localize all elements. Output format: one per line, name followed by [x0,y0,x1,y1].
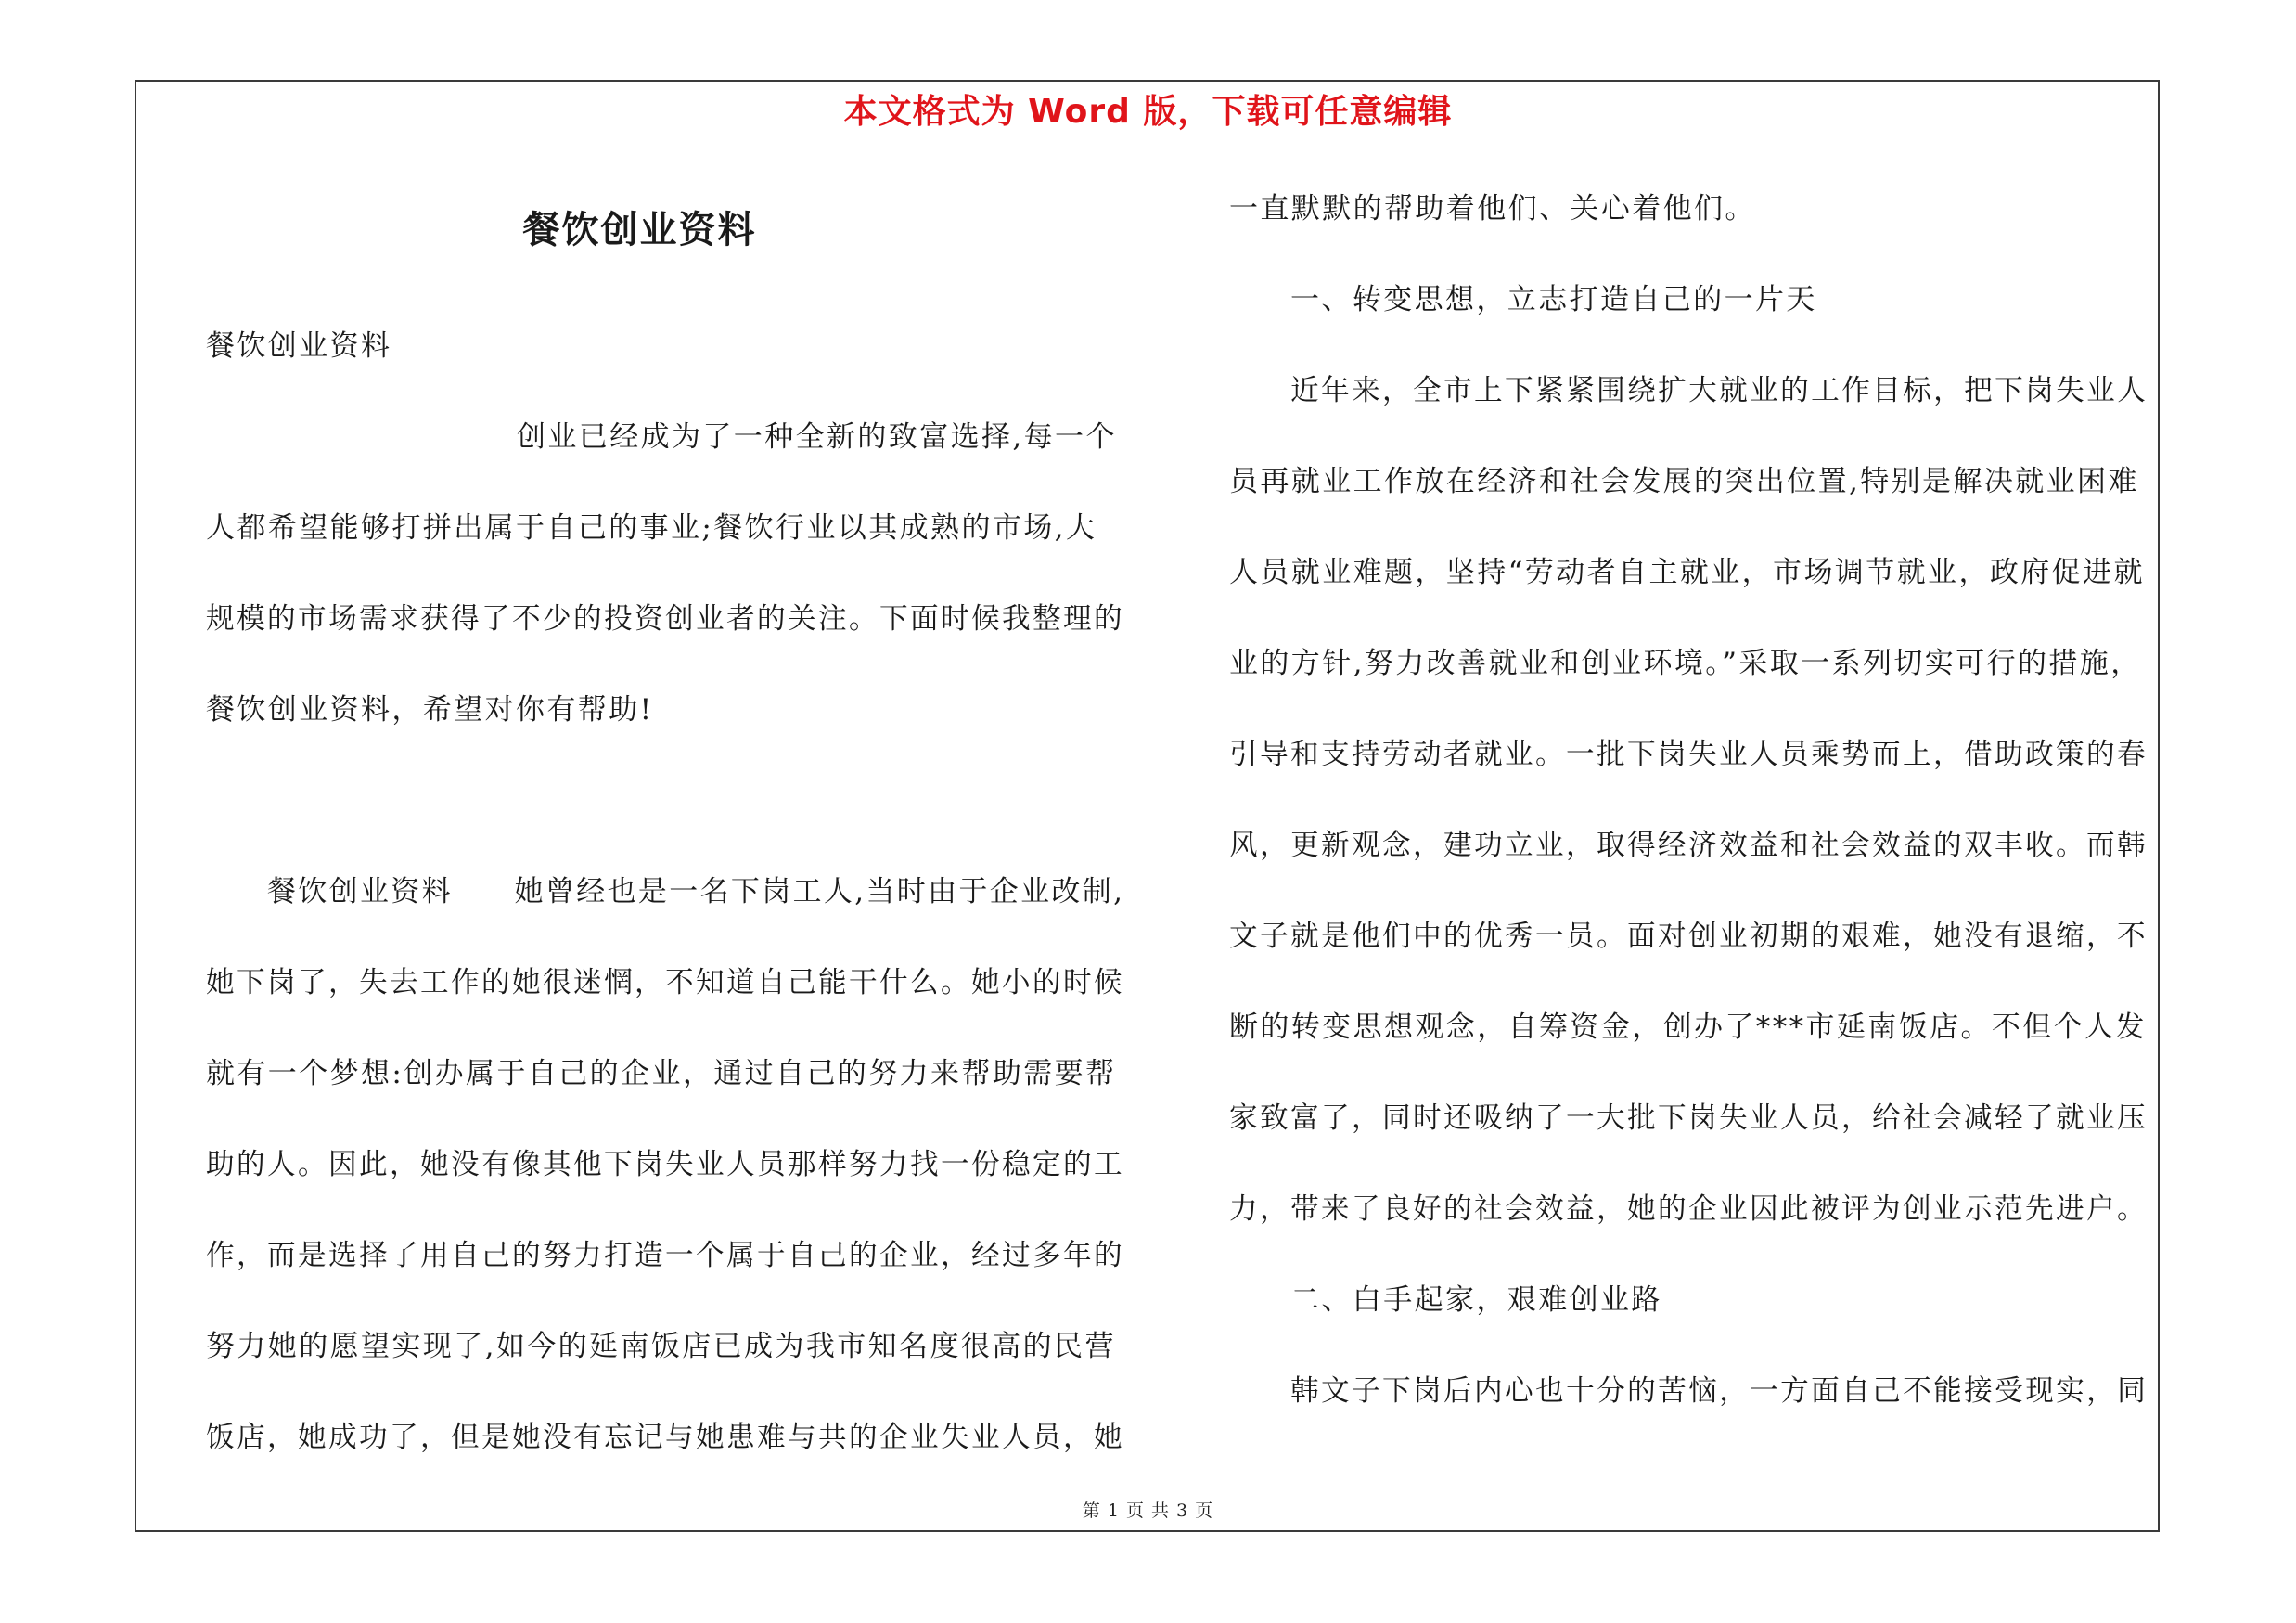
paragraph-line: 作，而是选择了用自己的努力打造一个属于自己的企业，经过多年的 [206,1239,1124,1272]
paragraph-line: 家致富了，同时还吸纳了一大批下岗失业人员，给社会减轻了就业压 [1229,1101,2148,1135]
paragraph-line: 创业已经成为了一种全新的致富选择,每一个 [517,420,1117,454]
paragraph-line: 引导和支持劳动者就业。一批下岗失业人员乘势而上，借助政策的春 [1229,738,2148,771]
section-heading: 二、白手起家，艰难创业路 [1290,1283,1662,1317]
paragraph-line: 一直默默的帮助着他们、关心着他们。 [1229,192,1756,225]
paragraph-line: 她下岗了，失去工作的她很迷惘，不知道自己能干什么。她小的时候 [206,966,1124,999]
section-heading: 一、转变思想，立志打造自己的一片天 [1290,283,1817,316]
paragraph-line: 业的方针,努力改善就业和创业环境。”采取一系列切实可行的措施， [1229,647,2142,680]
paragraph-line: 人都希望能够打拼出属于自己的事业;餐饮行业以其成熟的市场,大 [206,511,1097,545]
paragraph-line: 韩文子下岗后内心也十分的苦恼，一方面自己不能接受现实，同 [1290,1374,2148,1408]
paragraph-line: 力，带来了良好的社会效益，她的企业因此被评为创业示范先进户。 [1229,1192,2148,1226]
paragraph-line: 助的人。因此，她没有像其他下岗失业人员那样努力找一份稳定的工 [206,1148,1124,1181]
paragraph-line: 员再就业工作放在经济和社会发展的突出位置,特别是解决就业困难 [1229,465,2139,498]
word-format-banner: 本文格式为 Word 版，下载可任意编辑 [843,93,1453,131]
paragraph-line: 规模的市场需求获得了不少的投资创业者的关注。下面时候我整理的 [206,602,1124,636]
paragraph-line: 近年来，全市上下紧紧围绕扩大就业的工作目标，把下岗失业人 [1290,374,2148,407]
paragraph-line: 努力她的愿望实现了,如今的延南饭店已成为我市知名度很高的民营 [206,1330,1116,1363]
paragraph-line: 餐饮创业资料，希望对你有帮助! [206,693,654,727]
paragraph-line: 风，更新观念，建功立业，取得经济效益和社会效益的双丰收。而韩 [1229,829,2148,862]
page-number-footer: 第 1 页 共 3 页 [1082,1501,1214,1521]
paragraph-line: 文子就是他们中的优秀一员。面对创业初期的艰难，她没有退缩，不 [1229,920,2148,953]
paragraph-line: 断的转变思想观念，自筹资金，创办了***市延南饭店。不但个人发 [1229,1011,2147,1044]
paragraph-line: 饭店，她成功了，但是她没有忘记与她患难与共的企业失业人员，她 [206,1421,1124,1454]
paragraph-line: 餐饮创业资料 她曾经也是一名下岗工人,当时由于企业改制, [267,875,1125,908]
paragraph-line: 就有一个梦想:创办属于自己的企业，通过自己的努力来帮助需要帮 [206,1057,1117,1090]
document-title: 餐饮创业资料 [522,209,757,251]
subtitle-line: 餐饮创业资料 [206,329,392,363]
paragraph-line: 人员就业难题，坚持“劳动者自主就业，市场调节就业，政府促进就 [1229,556,2145,589]
